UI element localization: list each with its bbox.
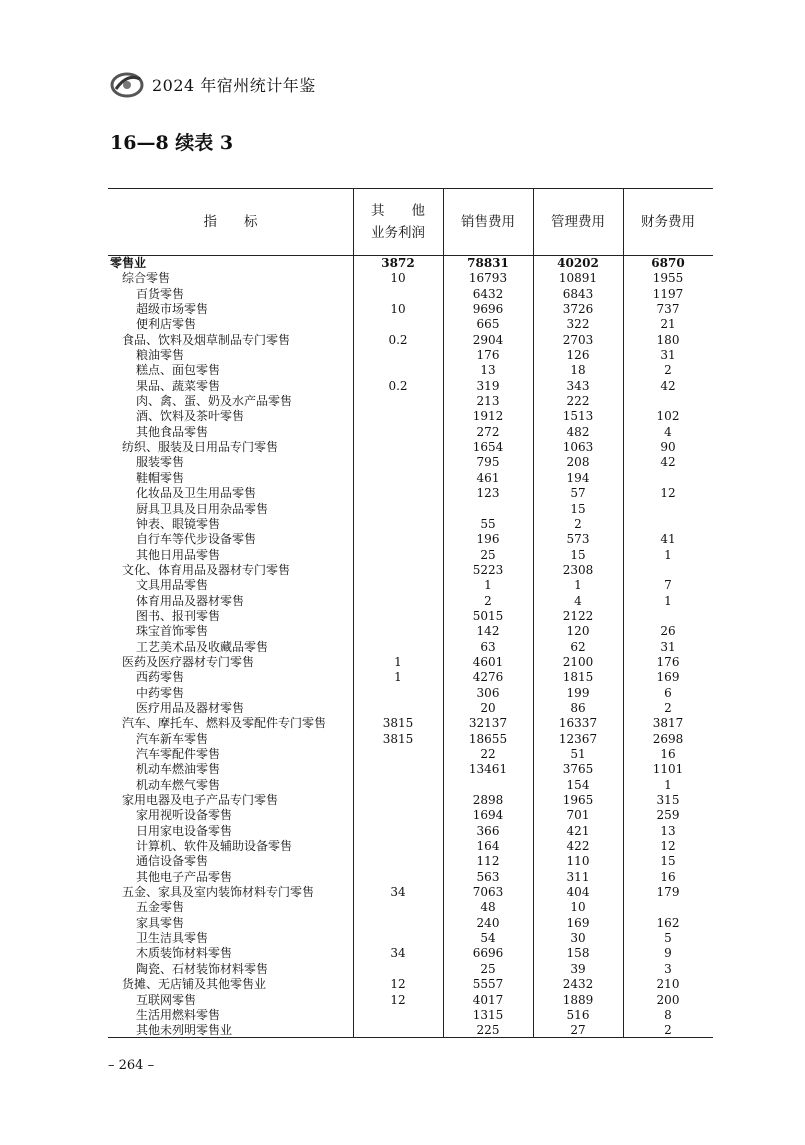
table-header xyxy=(108,188,713,256)
table-row xyxy=(108,578,713,593)
admin-expense-value: 311 xyxy=(566,869,590,884)
sales-expense-value: 1912 xyxy=(472,409,504,424)
row-indicator-name: 工艺美术品及收藏品零售 xyxy=(136,639,269,654)
row-indicator-name: 自行车等代步设备零售 xyxy=(136,532,257,547)
other-profit-value: 34 xyxy=(390,946,406,961)
admin-expense-value: 16337 xyxy=(558,716,598,731)
finance-expense-value: 3 xyxy=(664,961,672,976)
column-divider xyxy=(353,189,354,255)
table-row xyxy=(108,256,713,271)
table-row xyxy=(108,900,713,915)
column-divider xyxy=(533,189,534,255)
table-row xyxy=(108,931,713,946)
sales-expense-value: 32137 xyxy=(468,716,508,731)
row-indicator-name: 钟表、眼镜零售 xyxy=(136,516,221,531)
admin-expense-value: 2308 xyxy=(562,562,594,577)
admin-expense-value: 86 xyxy=(570,700,586,715)
admin-expense-value: 2432 xyxy=(562,977,594,992)
finance-expense-value: 200 xyxy=(656,992,680,1007)
data-table xyxy=(108,188,713,1038)
row-indicator-name: 综合零售 xyxy=(122,271,171,286)
row-indicator-name: 西药零售 xyxy=(136,670,185,685)
other-profit-value: 0.2 xyxy=(388,378,408,393)
finance-expense-value: 102 xyxy=(656,409,680,424)
sales-expense-value: 63 xyxy=(480,639,496,654)
row-indicator-name: 家具零售 xyxy=(136,915,185,930)
finance-expense-value: 26 xyxy=(660,624,676,639)
table-row xyxy=(108,747,713,762)
sales-expense-value: 13 xyxy=(480,363,496,378)
yearbook-logo-icon xyxy=(110,69,144,99)
admin-expense-value: 169 xyxy=(566,915,590,930)
book-title: 2024 年宿州统计年鉴 xyxy=(152,75,316,95)
admin-expense-value: 343 xyxy=(566,378,590,393)
finance-expense-value: 259 xyxy=(656,808,680,823)
table-row xyxy=(108,609,713,624)
finance-expense-value: 12 xyxy=(660,486,676,501)
finance-expense-value: 8 xyxy=(664,1007,672,1022)
row-indicator-name: 化妆品及卫生用品零售 xyxy=(136,486,257,501)
row-indicator-name: 家用视听设备零售 xyxy=(136,808,233,823)
row-indicator-name: 日用家电设备零售 xyxy=(136,823,233,838)
table-row xyxy=(108,778,713,793)
table-row xyxy=(108,517,713,532)
finance-expense-value: 210 xyxy=(656,977,680,992)
sales-expense-value: 7063 xyxy=(472,885,504,900)
finance-expense-value: 315 xyxy=(656,793,680,808)
admin-expense-value: 6843 xyxy=(562,286,594,301)
finance-expense-value: 15 xyxy=(660,854,676,869)
other-profit-value: 10 xyxy=(390,271,406,286)
admin-expense-value: 12367 xyxy=(558,731,598,746)
admin-expense-value: 1063 xyxy=(562,440,594,455)
admin-expense-value: 3726 xyxy=(562,302,594,317)
admin-expense-value: 1815 xyxy=(562,670,594,685)
other-profit-value: 12 xyxy=(390,977,406,992)
sales-expense-value: 55 xyxy=(480,516,496,531)
table-row xyxy=(108,946,713,961)
sales-expense-value: 795 xyxy=(476,455,500,470)
finance-expense-value: 162 xyxy=(656,915,680,930)
sales-expense-value: 13461 xyxy=(468,762,508,777)
admin-expense-value: 39 xyxy=(570,961,586,976)
admin-expense-value: 10 xyxy=(570,900,586,915)
finance-expense-value: 180 xyxy=(656,332,680,347)
row-indicator-name: 计算机、软件及辅助设备零售 xyxy=(136,839,293,854)
admin-expense-value: 120 xyxy=(566,624,590,639)
col-finance-expense: 财务费用 xyxy=(641,214,695,230)
table-row xyxy=(108,624,713,639)
row-indicator-name: 食品、饮料及烟草制品专门零售 xyxy=(122,332,291,347)
col-admin-expense: 管理费用 xyxy=(551,214,605,230)
row-indicator-name: 汽车新车零售 xyxy=(136,731,209,746)
table-row xyxy=(108,502,713,517)
table-row xyxy=(108,271,713,286)
sales-expense-value: 6696 xyxy=(472,946,504,961)
admin-expense-value: 2100 xyxy=(562,654,594,669)
finance-expense-value: 5 xyxy=(664,931,672,946)
row-indicator-name: 生活用燃料零售 xyxy=(136,1007,221,1022)
other-profit-value: 3815 xyxy=(382,716,414,731)
admin-expense-value: 2 xyxy=(574,516,582,531)
finance-expense-value: 179 xyxy=(656,885,680,900)
row-indicator-name: 卫生洁具零售 xyxy=(136,931,209,946)
finance-expense-value: 1101 xyxy=(652,762,684,777)
admin-expense-value: 158 xyxy=(566,946,590,961)
sales-expense-value: 2904 xyxy=(472,332,504,347)
finance-expense-value: 7 xyxy=(664,578,672,593)
table-row xyxy=(108,640,713,655)
table-row xyxy=(108,532,713,547)
other-profit-value: 3815 xyxy=(382,731,414,746)
finance-expense-value: 41 xyxy=(660,532,676,547)
sales-expense-value: 225 xyxy=(476,1023,500,1038)
admin-expense-value: 40202 xyxy=(557,256,599,270)
table-row xyxy=(108,409,713,424)
admin-expense-value: 1513 xyxy=(562,409,594,424)
table-row xyxy=(108,670,713,685)
admin-expense-value: 110 xyxy=(566,854,590,869)
table-row xyxy=(108,824,713,839)
sales-expense-value: 306 xyxy=(476,685,500,700)
finance-expense-value: 42 xyxy=(660,455,676,470)
finance-expense-value: 737 xyxy=(656,302,680,317)
finance-expense-value: 90 xyxy=(660,440,676,455)
admin-expense-value: 421 xyxy=(566,823,590,838)
finance-expense-value: 4 xyxy=(664,424,672,439)
row-indicator-name: 货摊、无店铺及其他零售业 xyxy=(122,977,267,992)
admin-expense-value: 57 xyxy=(570,486,586,501)
table-row xyxy=(108,793,713,808)
sales-expense-value: 142 xyxy=(476,624,500,639)
finance-expense-value: 6 xyxy=(664,685,672,700)
row-indicator-name: 鞋帽零售 xyxy=(136,470,185,485)
row-indicator-name: 文具用品零售 xyxy=(136,578,209,593)
sales-expense-value: 213 xyxy=(476,394,500,409)
admin-expense-value: 1965 xyxy=(562,793,594,808)
row-indicator-name: 五金零售 xyxy=(136,900,185,915)
table-row xyxy=(108,993,713,1008)
table-row xyxy=(108,701,713,716)
finance-expense-value: 31 xyxy=(660,348,676,363)
row-indicator-name: 体育用品及器材零售 xyxy=(136,593,245,608)
row-indicator-name: 酒、饮料及茶叶零售 xyxy=(136,409,245,424)
sales-expense-value: 240 xyxy=(476,915,500,930)
col-indicator: 指 标 xyxy=(203,214,258,230)
finance-expense-value: 1197 xyxy=(652,286,684,301)
sales-expense-value: 54 xyxy=(480,931,496,946)
row-indicator-name: 其他日用品零售 xyxy=(136,547,221,562)
row-indicator-name: 肉、禽、蛋、奶及水产品零售 xyxy=(136,394,293,409)
admin-expense-value: 2703 xyxy=(562,332,594,347)
sales-expense-value: 20 xyxy=(480,700,496,715)
finance-expense-value: 42 xyxy=(660,378,676,393)
finance-expense-value: 169 xyxy=(656,670,680,685)
row-indicator-name: 厨具卫具及日用杂品零售 xyxy=(136,501,269,516)
row-indicator-name: 百货零售 xyxy=(136,286,185,301)
sales-expense-value: 176 xyxy=(476,348,500,363)
finance-expense-value: 12 xyxy=(660,839,676,854)
other-profit-value: 3872 xyxy=(381,256,415,270)
sales-expense-value: 665 xyxy=(476,317,500,332)
sales-expense-value: 123 xyxy=(476,486,500,501)
finance-expense-value: 2 xyxy=(664,700,672,715)
admin-expense-value: 1889 xyxy=(562,992,594,1007)
admin-expense-value: 2122 xyxy=(562,608,594,623)
row-indicator-name: 超级市场零售 xyxy=(136,302,209,317)
admin-expense-value: 62 xyxy=(570,639,586,654)
row-indicator-name: 其他电子产品零售 xyxy=(136,869,233,884)
admin-expense-value: 422 xyxy=(566,839,590,854)
row-indicator-name: 医药及医疗器材专门零售 xyxy=(122,654,255,669)
admin-expense-value: 18 xyxy=(570,363,586,378)
other-profit-value: 1 xyxy=(394,654,402,669)
admin-expense-value: 3765 xyxy=(562,762,594,777)
admin-expense-value: 194 xyxy=(566,470,590,485)
sales-expense-value: 1694 xyxy=(472,808,504,823)
admin-expense-value: 15 xyxy=(570,501,586,516)
admin-expense-value: 126 xyxy=(566,348,590,363)
sales-expense-value: 22 xyxy=(480,747,496,761)
finance-expense-value: 16 xyxy=(660,869,676,884)
admin-expense-value: 573 xyxy=(566,532,590,547)
sales-expense-value: 5015 xyxy=(472,608,504,623)
sales-expense-value: 1315 xyxy=(472,1007,504,1022)
table-row xyxy=(108,916,713,931)
admin-expense-value: 4 xyxy=(574,593,582,608)
table-row xyxy=(108,302,713,317)
table-title: 16—8 续表 3 xyxy=(110,132,234,154)
sales-expense-value: 48 xyxy=(480,900,496,915)
admin-expense-value: 154 xyxy=(566,777,590,792)
table-row xyxy=(108,379,713,394)
col-other-profit xyxy=(353,189,443,255)
table-row xyxy=(108,594,713,609)
row-indicator-name: 机动车燃气零售 xyxy=(136,777,221,792)
row-indicator-name: 陶瓷、石材装饰材料零售 xyxy=(136,961,269,976)
table-body xyxy=(108,256,713,1038)
row-indicator-name: 医疗用品及器材零售 xyxy=(136,700,245,715)
row-indicator-name: 服装零售 xyxy=(136,455,185,470)
admin-expense-value: 404 xyxy=(566,885,590,900)
table-row xyxy=(108,425,713,440)
admin-expense-value: 701 xyxy=(566,808,590,823)
row-indicator-name: 木质装饰材料零售 xyxy=(136,946,233,961)
page-number: – 264 – xyxy=(108,1058,155,1073)
row-indicator-name: 图书、报刊零售 xyxy=(136,608,221,623)
table-row xyxy=(108,870,713,885)
sales-expense-value: 164 xyxy=(476,839,500,854)
row-indicator-name: 五金、家具及室内装饰材料专门零售 xyxy=(122,885,315,900)
table-row xyxy=(108,686,713,701)
sales-expense-value: 2 xyxy=(484,593,492,608)
row-indicator-name: 果品、蔬菜零售 xyxy=(136,378,221,393)
finance-expense-value: 2 xyxy=(664,363,672,378)
finance-expense-value: 9 xyxy=(664,946,672,961)
sales-expense-value: 461 xyxy=(476,470,500,485)
finance-expense-value: 6870 xyxy=(651,256,685,270)
table-row xyxy=(108,977,713,992)
finance-expense-value: 1 xyxy=(664,593,672,608)
other-profit-value: 10 xyxy=(390,302,406,317)
table-row xyxy=(108,317,713,332)
table-row xyxy=(108,348,713,363)
table-row xyxy=(108,287,713,302)
row-indicator-name: 纺织、服装及日用品专门零售 xyxy=(122,440,279,455)
admin-expense-value: 482 xyxy=(566,424,590,439)
other-profit-value: 0.2 xyxy=(388,332,408,347)
admin-expense-value: 10891 xyxy=(558,271,598,286)
table-row xyxy=(108,854,713,869)
other-profit-value: 34 xyxy=(390,885,406,900)
table-row xyxy=(108,716,713,731)
row-indicator-name: 便利店零售 xyxy=(136,317,197,332)
admin-expense-value: 222 xyxy=(566,394,590,409)
finance-expense-value: 13 xyxy=(660,823,676,838)
sales-expense-value: 4017 xyxy=(472,992,504,1007)
sales-expense-value: 1 xyxy=(484,578,492,593)
admin-expense-value: 516 xyxy=(566,1007,590,1022)
finance-expense-value: 31 xyxy=(660,639,676,654)
sales-expense-value: 6432 xyxy=(472,286,504,301)
row-indicator-name: 中药零售 xyxy=(136,685,185,700)
sales-expense-value: 2898 xyxy=(472,793,504,808)
admin-expense-value: 208 xyxy=(566,455,590,470)
row-indicator-name: 汽车、摩托车、燃料及零配件专门零售 xyxy=(122,716,327,731)
table-row xyxy=(108,655,713,670)
row-indicator-name: 其他未列明零售业 xyxy=(136,1023,233,1038)
finance-expense-value: 1 xyxy=(664,547,672,562)
row-indicator-name: 家用电器及电子产品专门零售 xyxy=(122,793,279,808)
sales-expense-value: 4276 xyxy=(472,670,504,685)
sales-expense-value: 5223 xyxy=(472,562,504,577)
admin-expense-value: 15 xyxy=(570,547,586,562)
table-row xyxy=(108,808,713,823)
table-row xyxy=(108,471,713,486)
finance-expense-value: 1955 xyxy=(652,271,684,286)
admin-expense-value: 51 xyxy=(570,747,586,761)
admin-expense-value: 27 xyxy=(570,1023,586,1038)
admin-expense-value: 1 xyxy=(574,578,582,593)
col-sales-expense: 销售费用 xyxy=(461,214,515,230)
table-row xyxy=(108,885,713,900)
sales-expense-value: 18655 xyxy=(468,731,508,746)
sales-expense-value: 5557 xyxy=(472,977,504,992)
sales-expense-value: 563 xyxy=(476,869,500,884)
table-row xyxy=(108,333,713,348)
sales-expense-value: 9696 xyxy=(472,302,504,317)
col-other-profit-line2: 业务利润 xyxy=(371,225,425,241)
sales-expense-value: 78831 xyxy=(467,256,509,270)
admin-expense-value: 199 xyxy=(566,685,590,700)
table-row xyxy=(108,962,713,977)
table-row xyxy=(108,839,713,854)
column-divider xyxy=(443,189,444,255)
other-profit-value: 12 xyxy=(390,992,406,1007)
admin-expense-value: 322 xyxy=(566,317,590,332)
row-indicator-name: 其他食品零售 xyxy=(136,424,209,439)
row-indicator-name: 文化、体育用品及器材专门零售 xyxy=(122,562,291,577)
row-indicator-name: 通信设备零售 xyxy=(136,854,209,869)
admin-expense-value: 30 xyxy=(570,931,586,946)
sales-expense-value: 25 xyxy=(480,961,496,976)
row-indicator-name: 机动车燃油零售 xyxy=(136,762,221,777)
finance-expense-value: 2 xyxy=(664,1023,672,1038)
table-row xyxy=(108,394,713,409)
sales-expense-value: 272 xyxy=(476,424,500,439)
other-profit-value: 1 xyxy=(394,670,402,685)
finance-expense-value: 176 xyxy=(656,654,680,669)
row-indicator-name: 互联网零售 xyxy=(136,992,197,1007)
row-indicator-name: 粮油零售 xyxy=(136,348,185,363)
sales-expense-value: 319 xyxy=(476,378,500,393)
finance-expense-value: 16 xyxy=(660,747,676,761)
table-row xyxy=(108,455,713,470)
sales-expense-value: 4601 xyxy=(472,654,504,669)
row-indicator-name: 珠宝首饰零售 xyxy=(136,624,209,639)
table-row xyxy=(108,1008,713,1023)
sales-expense-value: 16793 xyxy=(468,271,508,286)
finance-expense-value: 1 xyxy=(664,777,672,792)
table-rows xyxy=(108,256,713,1039)
sales-expense-value: 196 xyxy=(476,532,500,547)
row-indicator-name: 汽车零配件零售 xyxy=(136,747,221,761)
page-header xyxy=(110,66,316,102)
table-row xyxy=(108,548,713,563)
row-indicator-name: 糕点、面包零售 xyxy=(136,363,221,378)
table-row xyxy=(108,363,713,378)
col-other-profit-line1: 其 他 xyxy=(371,203,425,219)
table-row xyxy=(108,762,713,777)
sales-expense-value: 366 xyxy=(476,823,500,838)
finance-expense-value: 3817 xyxy=(652,716,684,731)
sales-expense-value: 112 xyxy=(476,854,500,869)
table-row xyxy=(108,1023,713,1038)
table-row xyxy=(108,440,713,455)
table-row xyxy=(108,563,713,578)
table-row xyxy=(108,732,713,747)
sales-expense-value: 25 xyxy=(480,547,496,562)
column-divider xyxy=(623,189,624,255)
table-row xyxy=(108,486,713,501)
finance-expense-value: 2698 xyxy=(652,731,684,746)
sales-expense-value: 1654 xyxy=(472,440,504,455)
row-indicator-name: 零售业 xyxy=(110,256,147,270)
finance-expense-value: 21 xyxy=(660,317,676,332)
